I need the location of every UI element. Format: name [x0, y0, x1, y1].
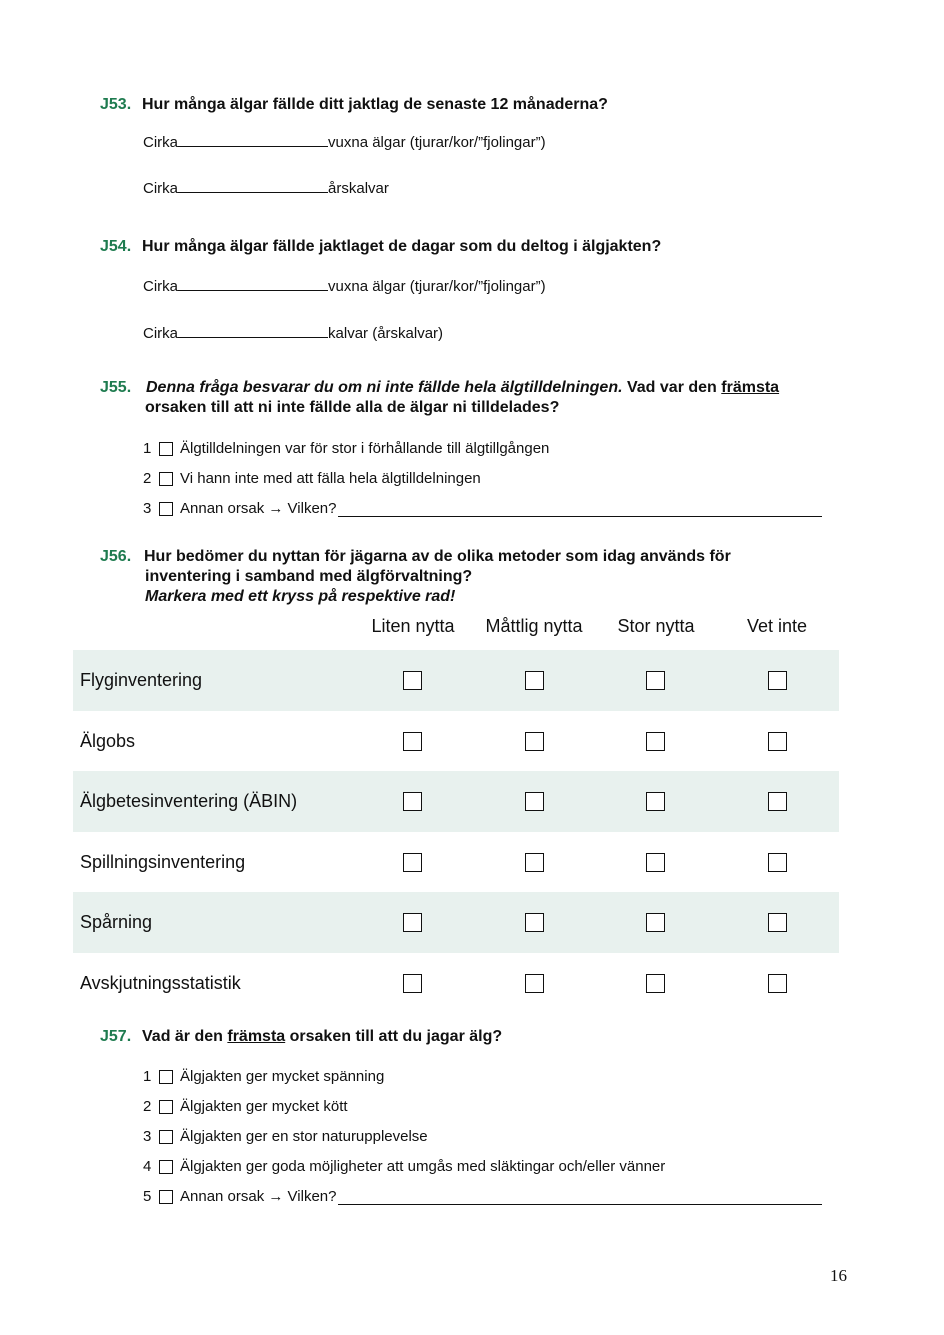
- question-text: Hur bedömer du nyttan för jägarna av de olika metoder som idag används för: [144, 548, 731, 565]
- column-header: Måttlig nytta: [485, 616, 583, 636]
- option-row: 4 Älgjakten ger goda möjligheter att umgås med släktingar och/eller vänner: [143, 1158, 666, 1175]
- question-j55: J55. Denna fråga besvarar du om ni inte fällde hela älgtilldelningen. Vad var den främsta: [100, 379, 780, 396]
- answer-row: Cirka kalvar (årskalvar): [143, 325, 444, 342]
- question-text-continued: orsaken till att ni inte fällde alla de älgar ni tilldelades?: [145, 399, 560, 416]
- matrix-row: [73, 832, 839, 893]
- option-row: 2 Vi hann inte med att fälla hela älgtilldelningen: [143, 470, 481, 487]
- checkbox[interactable]: [768, 974, 787, 993]
- checkbox[interactable]: [525, 913, 544, 932]
- checkbox[interactable]: [525, 732, 544, 751]
- question-j54: [100, 237, 661, 257]
- emphasis: främsta: [721, 379, 780, 396]
- row-label: Avskjutningsstatistik: [80, 973, 241, 993]
- checkbox[interactable]: [525, 792, 544, 811]
- answer-blank[interactable]: [178, 323, 328, 338]
- question-j53: [100, 95, 608, 115]
- question-number: J55.: [100, 379, 132, 396]
- checkbox[interactable]: [403, 913, 422, 932]
- row-label: Älgbetesinventering (ÄBIN): [80, 791, 298, 811]
- option-row: 2 Älgjakten ger mycket kött: [143, 1098, 348, 1115]
- checkbox[interactable]: [768, 732, 787, 751]
- checkbox[interactable]: [159, 1160, 173, 1174]
- answer-blank[interactable]: [178, 178, 328, 193]
- question-j56: [100, 547, 731, 567]
- checkbox[interactable]: [525, 671, 544, 690]
- page-number: 16: [830, 1266, 847, 1285]
- row-label: Flyginventering: [80, 670, 203, 690]
- checkbox[interactable]: [403, 853, 422, 872]
- answer-row: Cirka vuxna älgar (tjurar/kor/”fjolingar”): [143, 134, 546, 151]
- checkbox[interactable]: [768, 671, 787, 690]
- checkbox[interactable]: [646, 913, 665, 932]
- checkbox[interactable]: [768, 853, 787, 872]
- option-row: 3 Annan orsak → Vilken?: [143, 499, 822, 519]
- checkbox[interactable]: [768, 792, 787, 811]
- checkbox[interactable]: [159, 1100, 173, 1114]
- checkbox[interactable]: [525, 974, 544, 993]
- question-number: J54.: [100, 238, 132, 255]
- checkbox[interactable]: [403, 974, 422, 993]
- matrix-row: [73, 953, 839, 1014]
- write-in-line[interactable]: [338, 1190, 822, 1205]
- question-j57: J57. Vad är den främsta orsaken till att du jagar älg?: [100, 1028, 503, 1045]
- checkbox[interactable]: [646, 974, 665, 993]
- checkbox[interactable]: [159, 1070, 173, 1084]
- question-text: Hur många älgar fällde jaktlaget de dagar som du deltog i älgjakten?: [142, 238, 662, 255]
- option-row: 1 Älgtilldelningen var för stor i förhållande till älgtillgången: [143, 440, 550, 457]
- option-row: 1 Älgjakten ger mycket spänning: [143, 1068, 385, 1085]
- checkbox[interactable]: [159, 1130, 173, 1144]
- row-label: Spillningsinventering: [80, 852, 246, 872]
- answer-blank[interactable]: [178, 132, 328, 147]
- checkbox[interactable]: [768, 913, 787, 932]
- answer-row: Cirka årskalvar: [143, 180, 389, 197]
- column-header: Liten nytta: [371, 616, 455, 636]
- column-header: Stor nytta: [617, 616, 695, 636]
- question-text-continued: inventering i samband med älgförvaltning?: [145, 568, 473, 585]
- option-row: 3 Älgjakten ger en stor naturupplevelse: [143, 1128, 428, 1145]
- checkbox[interactable]: [646, 732, 665, 751]
- checkbox[interactable]: [159, 472, 173, 486]
- checkbox[interactable]: [646, 792, 665, 811]
- checkbox[interactable]: [159, 502, 173, 516]
- question-text: Hur många älgar fällde ditt jaktlag de senaste 12 månaderna?: [142, 96, 608, 113]
- question-number: J57.: [100, 1028, 132, 1045]
- checkbox[interactable]: [525, 853, 544, 872]
- answer-blank[interactable]: [178, 276, 328, 291]
- row-label: Spårning: [80, 912, 153, 932]
- checkbox[interactable]: [159, 1190, 173, 1204]
- matrix-row: [73, 892, 839, 953]
- answer-row: Cirka vuxna älgar (tjurar/kor/”fjolingar”): [143, 278, 546, 295]
- matrix-row: [73, 650, 839, 711]
- column-header: Vet inte: [746, 616, 808, 636]
- checkbox[interactable]: [646, 853, 665, 872]
- checkbox[interactable]: [403, 671, 422, 690]
- checkbox[interactable]: [646, 671, 665, 690]
- write-in-line[interactable]: [338, 502, 822, 517]
- emphasis: främsta: [227, 1028, 286, 1045]
- question-condition: Denna fråga besvarar du om ni inte fällde hela älgtilldelningen.: [146, 379, 623, 396]
- matrix-row: [73, 771, 839, 832]
- checkbox[interactable]: [403, 792, 422, 811]
- checkbox[interactable]: [403, 732, 422, 751]
- question-number: J53.: [100, 96, 132, 113]
- checkbox[interactable]: [159, 442, 173, 456]
- row-label: Älgobs: [80, 731, 136, 751]
- matrix-row: [73, 711, 839, 772]
- instruction: Markera med ett kryss på respektive rad!: [145, 588, 456, 605]
- question-number: J56.: [100, 548, 132, 565]
- option-row: 5 Annan orsak → Vilken?: [143, 1187, 822, 1207]
